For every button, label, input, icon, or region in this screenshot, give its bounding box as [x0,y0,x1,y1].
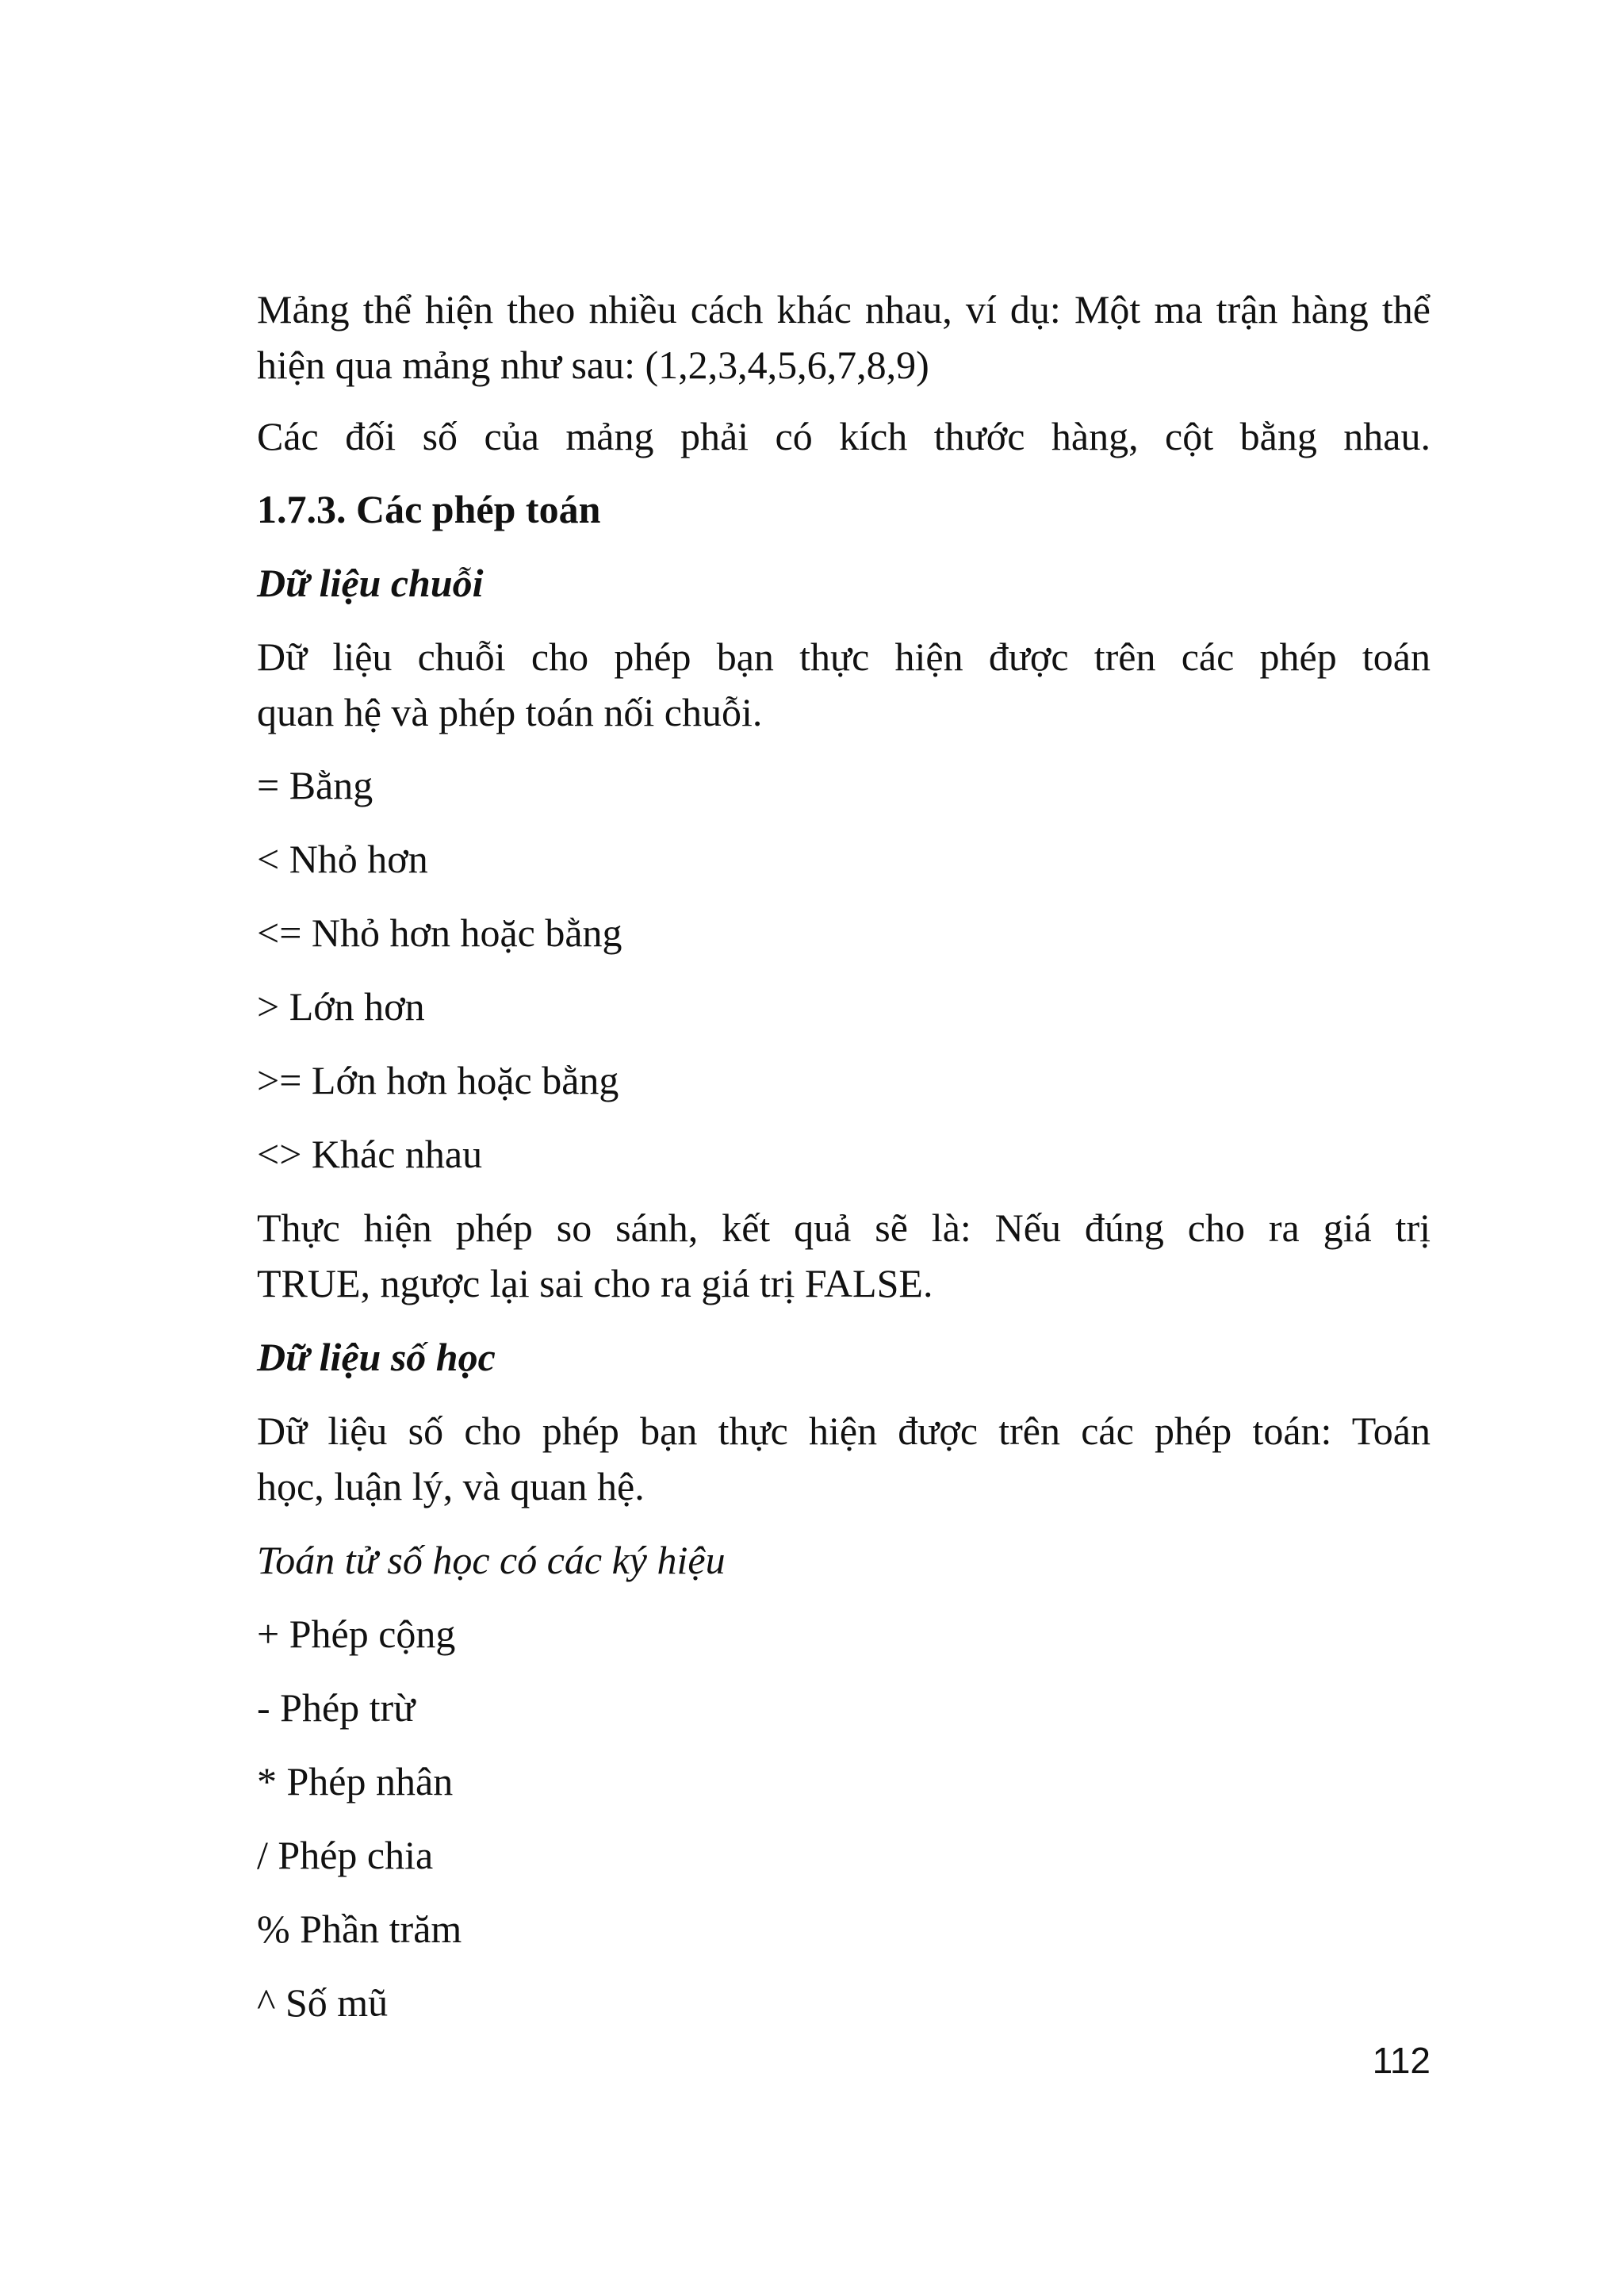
numeric-operators-subheading: Toán tử số học có các ký hiệu [257,1538,726,1582]
paragraph-array-line-2: hiện qua mảng như sau: (1,2,3,4,5,6,7,8,9) [257,343,929,387]
numeric-data-heading: Dữ liệu số học [257,1335,496,1379]
string-result-line-1: Thực hiện phép so sánh, kết quả sẽ là: Nếu đúng cho ra giá trị [257,1205,1431,1250]
string-data-intro-line-2: quan hệ và phép toán nối chuỗi. [257,690,763,734]
numeric-operator-item: % Phần trăm [257,1907,462,1951]
page-number: 112 [1372,2040,1431,2081]
string-result-line-2: TRUE, ngược lại sai cho ra giá trị FALSE. [257,1261,933,1305]
string-data-intro-line-1: Dữ liệu chuỗi cho phép bạn thực hiện được trên các phép toán [257,634,1431,679]
numeric-operator-item: / Phép chia [257,1833,434,1877]
string-operator-item: <> Khác nhau [257,1132,483,1176]
string-operator-item: >= Lớn hơn hoặc bằng [257,1058,619,1102]
paragraph-array-arguments: Các đối số của mảng phải có kích thước hàng, cột bằng nhau. [257,414,1431,458]
string-operator-item: > Lớn hơn [257,984,425,1029]
numeric-operator-item: + Phép cộng [257,1612,456,1656]
numeric-data-intro-line-2: học, luận lý, và quan hệ. [257,1464,645,1508]
paragraph-array-line-1: Mảng thể hiện theo nhiều cách khác nhau, ví dụ: Một ma trận hàng thể [257,287,1431,332]
numeric-data-intro-line-1: Dữ liệu số cho phép bạn thực hiện được trên các phép toán: Toán [257,1409,1431,1453]
string-operator-item: <= Nhỏ hơn hoặc bằng [257,910,622,955]
numeric-operator-item: - Phép trừ [257,1685,416,1730]
section-heading: 1.7.3. Các phép toán [257,487,601,531]
string-operator-item: < Nhỏ hơn [257,837,428,881]
string-data-heading: Dữ liệu chuỗi [257,561,484,605]
string-operator-item: = Bằng [257,763,373,807]
numeric-operator-item: * Phép nhân [257,1759,454,1803]
numeric-operator-item: ^ Số mũ [257,1980,389,2025]
